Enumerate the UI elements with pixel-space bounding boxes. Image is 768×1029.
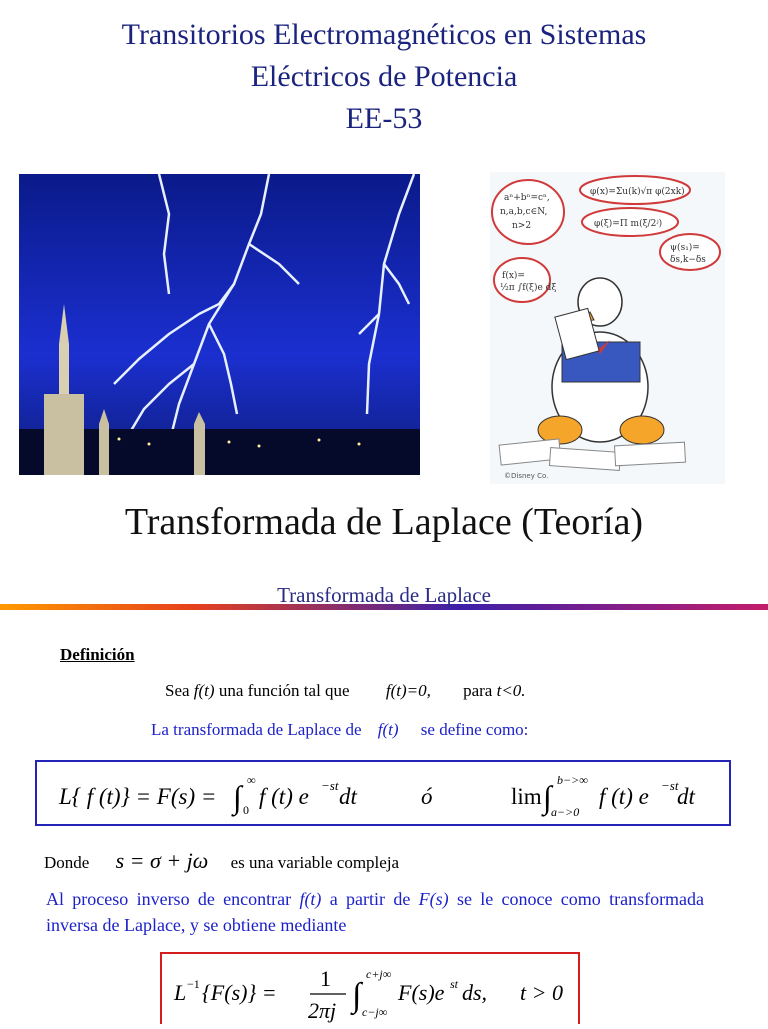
svg-text:ψ(s₁)=: ψ(s₁)= xyxy=(670,243,700,253)
svg-text:ó: ó xyxy=(421,784,433,809)
inverse-transform-paragraph xyxy=(46,886,704,938)
inverse-laplace-equation xyxy=(162,954,578,1024)
svg-text:t > 0: t > 0 xyxy=(520,980,563,1005)
line1-a: Sea xyxy=(165,681,190,700)
svg-text:L: L xyxy=(174,980,187,1005)
svg-text:©Disney Co.: ©Disney Co. xyxy=(504,472,549,480)
svg-text:ds,: ds, xyxy=(462,980,488,1005)
donde-description: es una variable compleja xyxy=(230,853,400,872)
title-line-2: Eléctricos de Potencia xyxy=(250,60,518,93)
svg-text:∫: ∫ xyxy=(233,779,242,815)
definition-line-1 xyxy=(165,681,526,701)
inverse-c: se le conoce como transformada inversa de Laplace, y se obtiene mediante xyxy=(46,889,705,935)
inverse-a: Al proceso inverso de encontrar xyxy=(46,889,292,909)
svg-text:1: 1 xyxy=(320,966,331,991)
complex-variable-eq: s = σ + jω xyxy=(115,848,209,873)
line1-cond: f(t)=0, xyxy=(385,681,431,700)
svg-text:F(s)e: F(s)e xyxy=(398,980,445,1005)
definition-label: Definición xyxy=(60,645,135,664)
laplace-equation xyxy=(37,762,729,824)
svg-text:L{ f (t)} = F(s) =: L{ f (t)} = F(s) = xyxy=(59,784,217,809)
svg-text:n,a,b,c∈N,: n,a,b,c∈N, xyxy=(500,207,548,217)
svg-text:{F(s)} =: {F(s)} = xyxy=(202,980,277,1005)
svg-text:c+j∞: c+j∞ xyxy=(366,967,392,981)
inverse-f: f(t) xyxy=(299,889,322,909)
line1-f: f(t) xyxy=(193,681,215,700)
line2-b: se define como: xyxy=(420,720,529,739)
svg-text:c−j∞: c−j∞ xyxy=(362,1005,388,1019)
line1-t: t<0. xyxy=(496,681,526,700)
svg-text:−st: −st xyxy=(321,778,339,793)
svg-text:φ(ξ)=Π m(ξ/2ʲ): φ(ξ)=Π m(ξ/2ʲ) xyxy=(594,219,663,229)
donde-label: Donde xyxy=(44,853,90,872)
svg-text:−st: −st xyxy=(661,778,679,793)
inverse-b: a partir de xyxy=(329,889,411,909)
donde-line xyxy=(44,848,399,874)
svg-text:dt: dt xyxy=(339,784,357,809)
svg-text:f (t) e: f (t) e xyxy=(259,784,309,809)
svg-text:φ(x)=Σu(k)√π φ(2xk): φ(x)=Σu(k)√π φ(2xk) xyxy=(590,187,685,197)
svg-text:0: 0 xyxy=(243,803,249,817)
svg-text:∞: ∞ xyxy=(247,773,256,787)
svg-text:∫: ∫ xyxy=(543,779,552,815)
line1-c: para xyxy=(463,681,493,700)
line1-b: una función tal que xyxy=(218,681,350,700)
svg-text:½π ∫f(ξ)e dξ: ½π ∫f(ξ)e dξ xyxy=(500,283,557,293)
svg-text:δs,k−δs: δs,k−δs xyxy=(670,255,706,265)
section-heading: Transformada de Laplace xyxy=(277,583,491,607)
line2-f: f(t) xyxy=(377,720,399,739)
laplace-definition-box xyxy=(35,760,731,826)
svg-text:st: st xyxy=(450,977,459,991)
page-subtitle: Transformada de Laplace (Teoría) xyxy=(124,501,644,543)
inverse-laplace-box xyxy=(160,952,580,1024)
title-block xyxy=(0,14,768,140)
lightning-photo-icon xyxy=(19,174,420,475)
definition-line-2 xyxy=(151,720,528,740)
svg-text:n>2: n>2 xyxy=(512,221,532,231)
title-line-1: Transitorios Electromagnéticos en Sistemas xyxy=(121,18,647,51)
svg-text:f(x)=: f(x)= xyxy=(502,271,525,281)
svg-text:f (t) e: f (t) e xyxy=(599,784,649,809)
line2-a: La transformada de Laplace de xyxy=(151,720,362,739)
svg-text:b−>∞: b−>∞ xyxy=(557,773,588,787)
svg-text:dt: dt xyxy=(677,784,695,809)
svg-text:∫: ∫ xyxy=(352,977,362,1014)
svg-text:lim: lim xyxy=(511,784,542,809)
svg-text:2πj: 2πj xyxy=(308,998,337,1023)
cartoon-duck-icon xyxy=(490,172,725,484)
svg-text:−1: −1 xyxy=(187,977,200,991)
title-line-3: EE-53 xyxy=(345,102,423,135)
inverse-F: F(s) xyxy=(418,889,449,909)
svg-text:a−>0: a−>0 xyxy=(551,805,580,819)
svg-text:aⁿ+bⁿ=cⁿ,: aⁿ+bⁿ=cⁿ, xyxy=(504,193,550,203)
